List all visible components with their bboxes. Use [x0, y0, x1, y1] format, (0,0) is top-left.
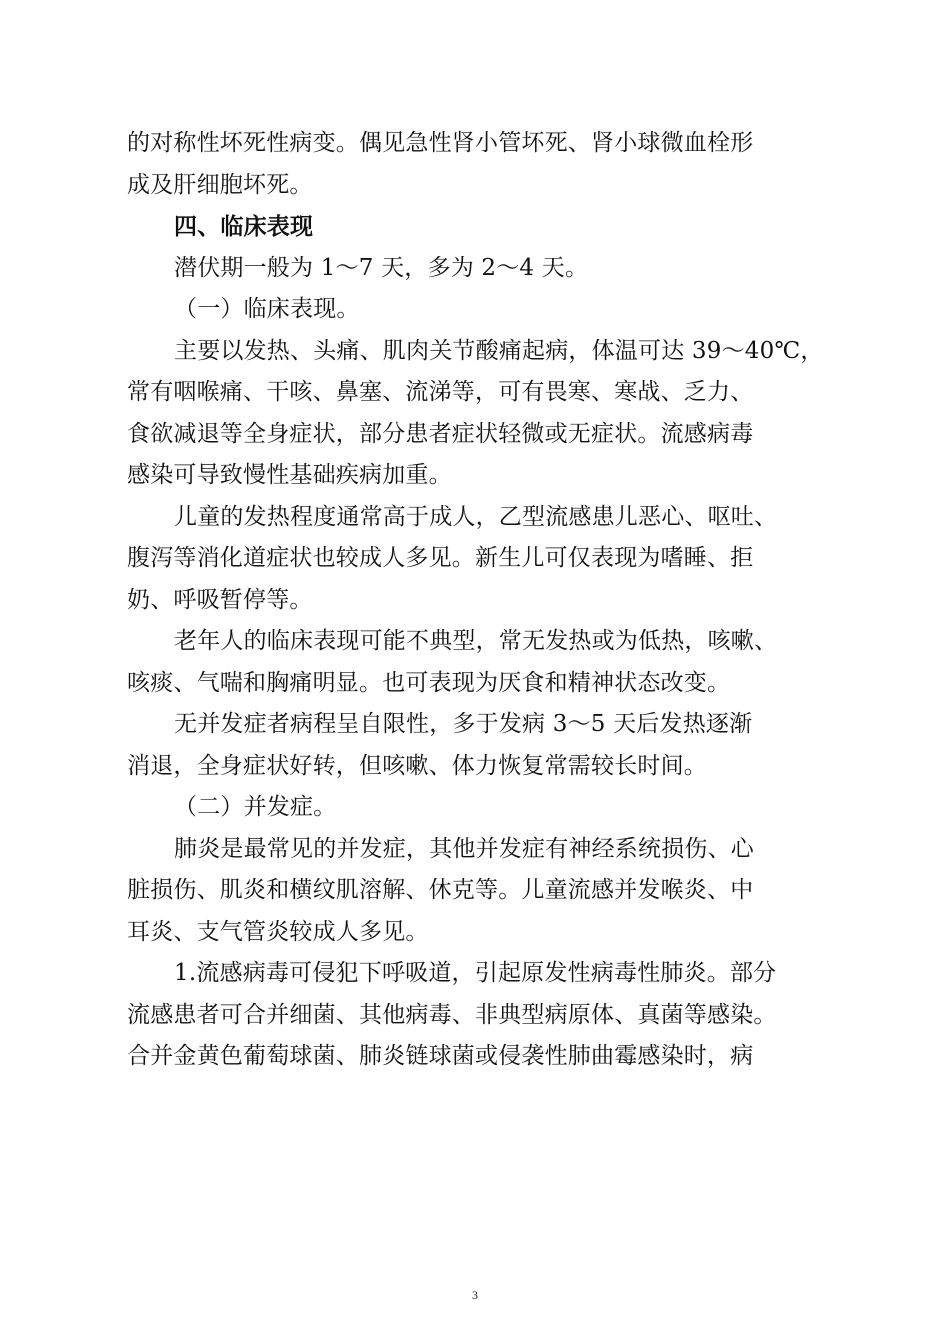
text-line: 消退，全身症状好转，但咳嗽、体力恢复常需较长时间。 [127, 752, 707, 779]
text-line: 感染可导致慢性基础疾病加重。 [127, 462, 452, 488]
text-line: 耳炎、支气管炎较成人多见。 [127, 918, 429, 945]
page-number: 3 [472, 1288, 478, 1302]
body-text [127, 123, 827, 1078]
subsection-heading: （二）并发症。 [174, 794, 337, 820]
text-line: 流感患者可合并细菌、其他病毒、非典型病原体、真菌等感染。 [127, 1001, 777, 1028]
text-line: 潜伏期一般为 1～7 天，多为 2～4 天。 [174, 254, 589, 281]
text-line: 儿童的发热程度通常高于成人，乙型流感患儿恶心、呕吐、 [174, 503, 778, 530]
text-line: 成及肝细胞坏死。 [127, 171, 313, 198]
text-line: 1.流感病毒可侵犯下呼吸道，引起原发性病毒性肺炎。部分 [174, 960, 777, 986]
subsection-heading: （一）临床表现。 [174, 296, 360, 322]
text-line: 脏损伤、肌炎和横纹肌溶解、休克等。儿童流感并发喉炎、中 [127, 877, 754, 903]
text-line: 咳痰、气喘和胸痛明显。也可表现为厌食和精神状态改变。 [127, 669, 731, 696]
text-line: 腹泻等消化道症状也较成人多见。新生儿可仅表现为嗜睡、拒 [127, 545, 754, 571]
section-heading: 四、临床表现 [174, 213, 314, 240]
text-line: 食欲减退等全身症状，部分患者症状轻微或无症状。流感病毒 [127, 420, 754, 447]
text-line: 常有咽喉痛、干咳、鼻塞、流涕等，可有畏寒、寒战、乏力、 [127, 379, 754, 405]
text-line: 的对称性坏死性病变。偶见急性肾小管坏死、肾小球微血栓形 [127, 130, 754, 156]
text-line: 奶、呼吸暂停等。 [127, 586, 313, 613]
text-line: 主要以发热、头痛、肌肉关节酸痛起病，体温可达 39～40℃， [174, 337, 824, 364]
text-line: 无并发症者病程呈自限性，多于发病 3～5 天后发热逐渐 [174, 711, 753, 737]
text-line: 肺炎是最常见的并发症，其他并发症有神经系统损伤、心 [174, 835, 754, 862]
text-line: 合并金黄色葡萄球菌、肺炎链球菌或侵袭性肺曲霉感染时，病 [127, 1043, 754, 1069]
text-line: 老年人的临床表现可能不典型，常无发热或为低热，咳嗽、 [174, 628, 778, 654]
